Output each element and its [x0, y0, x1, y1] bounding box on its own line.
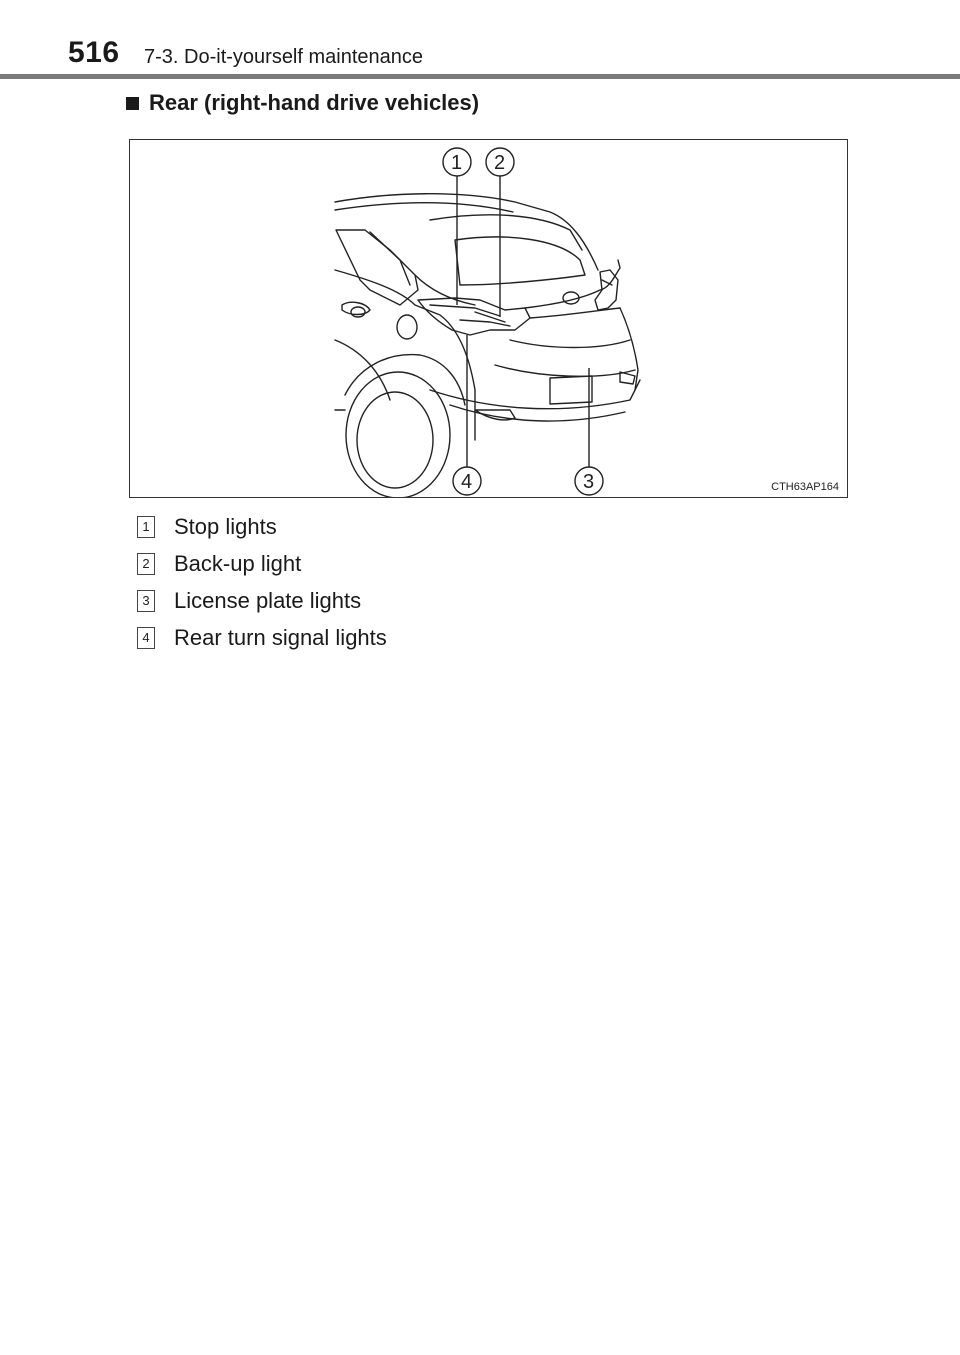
- svg-text:1: 1: [451, 152, 463, 174]
- list-item: [137, 545, 387, 582]
- subheading: [126, 90, 479, 116]
- list-item: [137, 619, 387, 656]
- item-label: Rear turn signal lights: [174, 624, 387, 650]
- callout-2: [486, 148, 514, 176]
- item-number-box: 3: [137, 590, 155, 612]
- list-item: [137, 508, 387, 545]
- list-item: [137, 582, 387, 619]
- rear-lights-figure: [129, 139, 848, 498]
- callout-1: [443, 148, 471, 176]
- square-bullet-icon: [126, 97, 139, 110]
- car-rear-illustration: [130, 140, 848, 498]
- item-number-box: 1: [137, 516, 155, 538]
- item-number-box: 4: [137, 627, 155, 649]
- svg-text:2: 2: [494, 152, 506, 174]
- item-number-box: 2: [137, 553, 155, 575]
- header-rule: [0, 74, 960, 79]
- legend-list: [137, 508, 387, 656]
- svg-text:4: 4: [461, 471, 473, 493]
- svg-text:3: 3: [583, 471, 595, 493]
- page-number: 516: [68, 36, 120, 69]
- item-label: Back-up light: [174, 550, 302, 576]
- callout-4: [453, 467, 481, 495]
- callout-3: [575, 467, 603, 495]
- item-label: Stop lights: [174, 513, 277, 539]
- figure-code: CTH63AP164: [771, 481, 839, 493]
- item-label: License plate lights: [174, 587, 362, 613]
- section-header: 7-3. Do-it-yourself maintenance: [144, 46, 424, 68]
- subheading-text: Rear (right-hand drive vehicles): [149, 90, 480, 115]
